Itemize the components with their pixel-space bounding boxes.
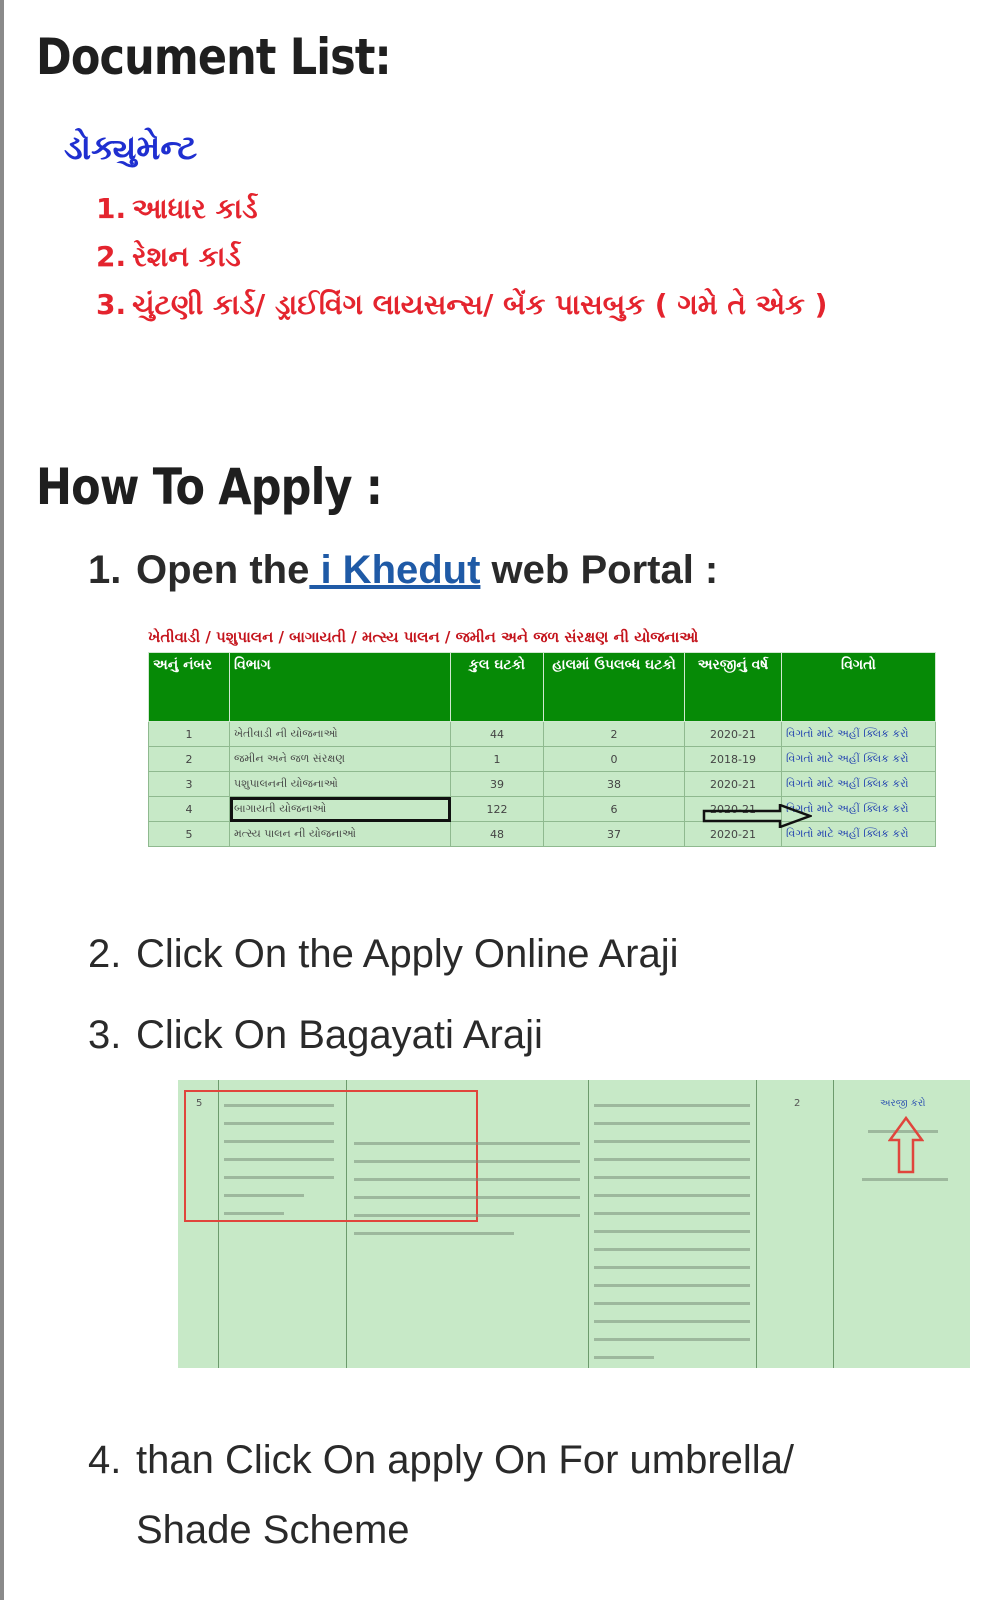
ikhedut-link[interactable]: i Khedut (309, 548, 481, 592)
up-arrow-icon (888, 1116, 924, 1176)
document-item: 3. ચુંટણી કાર્ડ/ ડ્રાઈવિંગ લાયસન્સ/ બેંક પાસબુક ( ગમે તે એક ) (96, 288, 828, 321)
details-link[interactable]: વિગતો માટે અહીં ક્લિક કરો (782, 722, 936, 747)
step-2: 2. Click On the Apply Online Araji (88, 932, 679, 976)
col-header: કુલ ઘટકો (451, 653, 544, 722)
table-row: 5 મત્સ્ય પાલન ની યોજનાઓ 48 37 2020-21 વિગતો માટે અહીં ક્લિક કરો (149, 822, 936, 847)
right-arrow-icon (702, 804, 812, 828)
ikhedut-schemes-screenshot (148, 628, 936, 847)
details-link[interactable]: વિગતો માટે અહીં ક્લિક કરો (782, 822, 936, 847)
documents-heading: ડોક્યુમેન્ટ (64, 128, 198, 168)
step-1: 1. Open the i Khedut web Portal : (88, 548, 719, 592)
bagayati-highlight-box: બાગાયતી યોજનાઓ (230, 797, 451, 822)
document-list-heading: Document List: (36, 28, 391, 86)
step-3: 3. Click On Bagayati Araji (88, 1013, 543, 1057)
bagayati-araji-screenshot: 5 2 અરજી કરો (178, 1080, 970, 1368)
scheme-highlight-box (184, 1090, 478, 1222)
step-4: 4. than Click On apply On For umbrella/ Shade Scheme (88, 1438, 795, 1552)
table-row: 3 પશુપાલનની યોજનાઓ 39 38 2020-21 વિગતો માટે અહીં ક્લિક કરો (149, 772, 936, 797)
schemes-caption: ખેતીવાડી / પશુપાલન / બાગાયતી / મત્સ્ય પાલન / જમીન અને જળ સંરક્ષણ ની યોજનાઓ (148, 628, 699, 646)
document-item: 1. આધાર કાર્ડ (96, 192, 258, 225)
col-header: વિભાગ (230, 653, 451, 722)
col-header: અનું નંબર (149, 653, 230, 722)
how-to-apply-heading: How To Apply : (36, 458, 383, 516)
col-header: હાલમાં ઉપલબ્ધ ઘટકો (544, 653, 685, 722)
table-row: 2 જમીન અને જળ સંરક્ષણ 1 0 2018-19 વિગતો માટે અહીં ક્લિક કરો (149, 747, 936, 772)
col-header: વિગતો (782, 653, 936, 722)
apply-link[interactable]: અરજી કરો (880, 1098, 926, 1109)
details-link[interactable]: વિગતો માટે અહીં ક્લિક કરો (782, 747, 936, 772)
table-row-highlighted: 4 બાગાયતી યોજનાઓ 122 6 2020-21 વિગતો માટે અહીં ક્લિક કરો (149, 797, 936, 822)
details-link[interactable]: વિગતો માટે અહીં ક્લિક કરો (782, 772, 936, 797)
documents-list (64, 192, 864, 322)
document-item: 2. રેશન કાર્ડ (96, 240, 241, 273)
col-header: અરજીનું વર્ષ (685, 653, 782, 722)
table-row: 1 ખેતીવાડી ની યોજનાઓ 44 2 2020-21 વિગતો માટે અહીં ક્લિક કરો (149, 722, 936, 747)
details-link[interactable]: વિગતો માટે અહીં ક્લિક કરો (782, 797, 936, 822)
schemes-table (148, 652, 936, 847)
document-list-image (64, 128, 864, 336)
left-border (0, 0, 4, 1600)
